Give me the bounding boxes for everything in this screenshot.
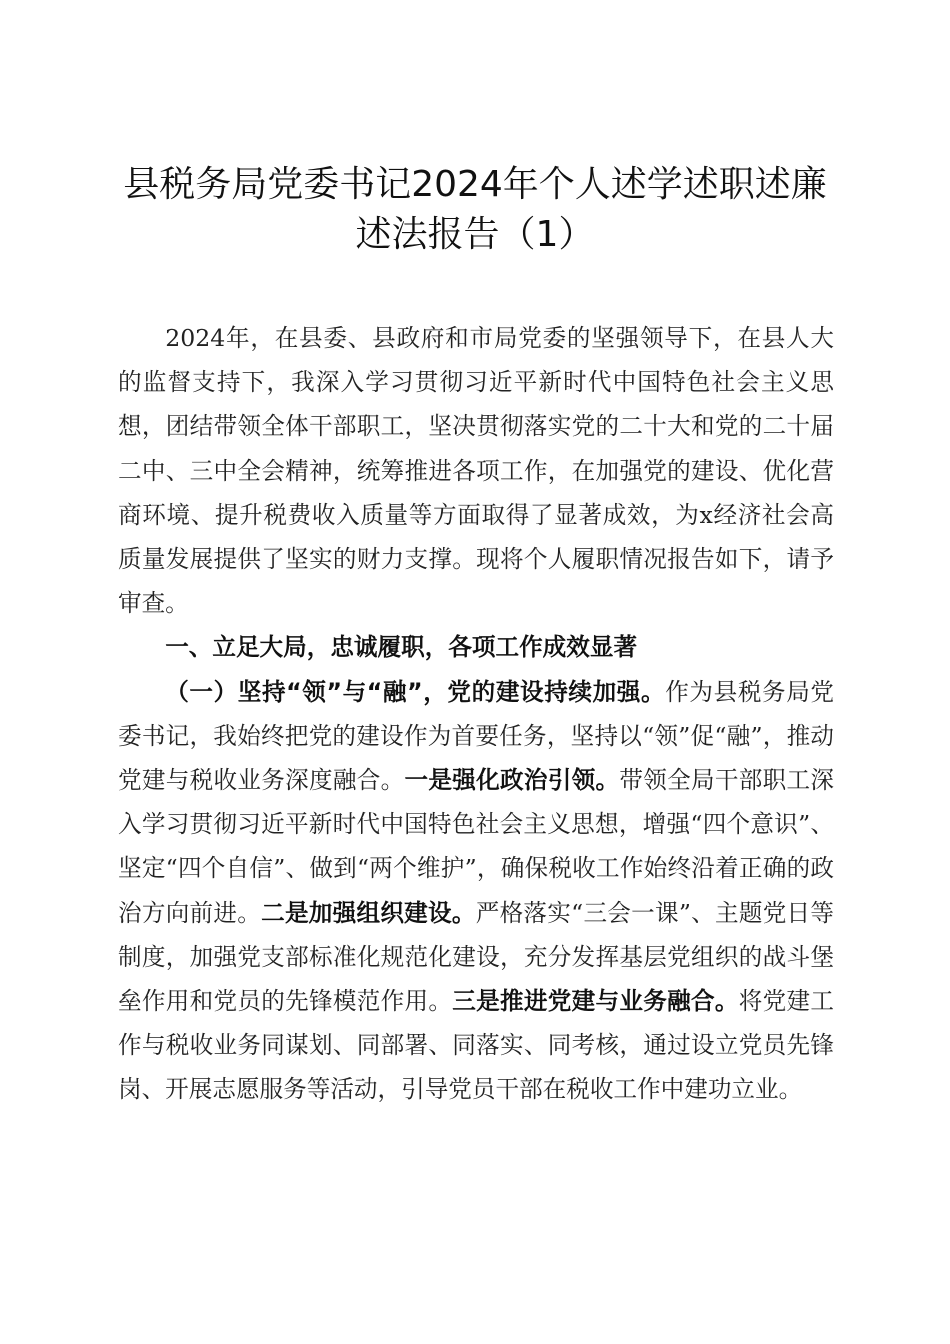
point-2-heading: 二是加强组织建设。 [261,898,476,927]
subsection-paragraph [118,670,834,1112]
point-2-text: 严格落实“三会一课”、主题党日等制度，加强党支部标准化规范化建设，充分发挥基层党组织的战斗堡垒作用和党员的先锋模范作用。 [118,898,834,1016]
section-heading: 一、立足大局，忠诚履职，各项工作成效显著 [165,633,638,662]
title-line-1: 县税务局党委书记2024年个人述学述职述廉 [123,164,827,205]
point-3-heading: 三是推进党建与业务融合。 [452,987,739,1016]
document-title [110,160,840,260]
point-1-heading: 一是强化政治引领。 [404,766,620,795]
subsection-text: 作为县税务局党委书记，我始终把党的建设作为首要任务，坚持以“领”促“融”，推动党建与税收业务深度融合。 [118,677,835,795]
point-1-text: 带领全局干部职工深入学习贯彻习近平新时代中国特色社会主义思想，增强“四个意识”、坚定“四个自信”、做到“两个维护”，确保税收工作始终沿着正确的政治方向前进。 [118,766,835,927]
subsection-heading: （一）坚持“领”与“融”，党的建设持续加强。 [165,677,666,706]
intro-paragraph: 2024年，在县委、县政府和市局党委的坚强领导下，在县人大的监督支持下，我深入学习贯彻习近平新时代中国特色社会主义思想，团结带领全体干部职工，坚决贯彻落实党的二十大和党的二十届二中、三中全会精神，统筹推进各项工作，在加强党的建设、优化营商环境、提升税费收入质量等方面取得了显著成效，为x经济社会高质量发展提供了坚实的财力支撑。现将个人履职情况报告如下，请予审查。 [118,324,834,618]
document-body [118,316,834,1112]
point-3-text: 将党建工作与税收业务同谋划、同部署、同落实、同考核，通过设立党员先锋岗、开展志愿服务等活动，引导党员干部在税收工作中建功立业。 [118,987,835,1104]
title-line-2: 述法报告（1） [355,214,595,255]
